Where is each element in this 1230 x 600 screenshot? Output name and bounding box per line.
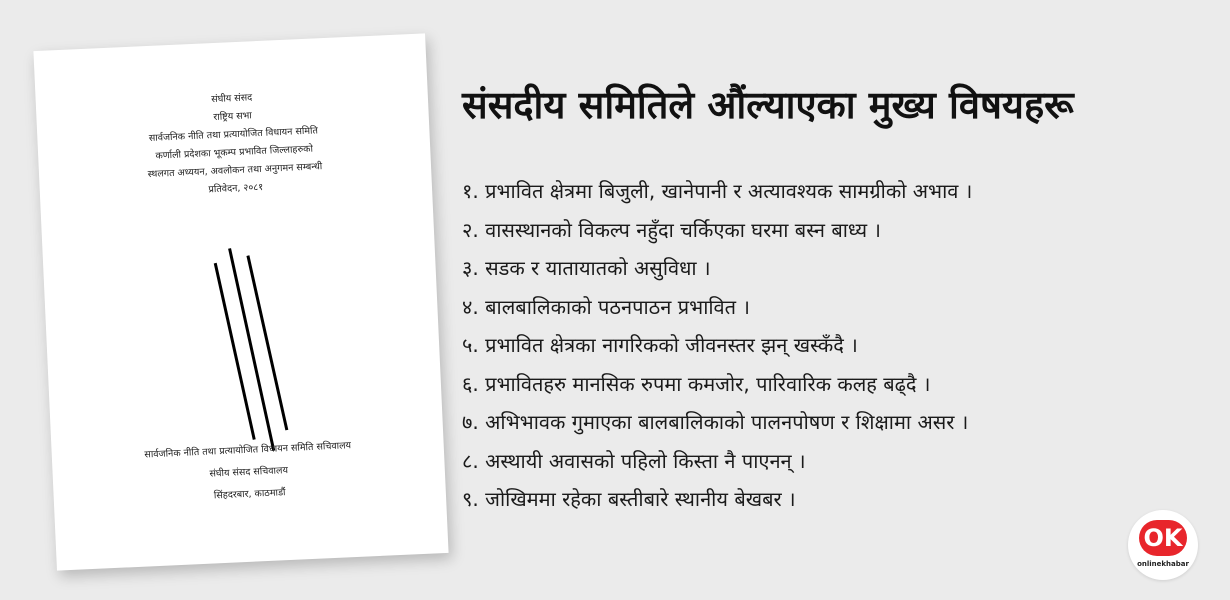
report-footer-line: सिंहदरबार, काठमाडौं [213,487,286,502]
list-item: ४. बालबालिकाको पठनपाठन प्रभावित । [462,294,751,319]
logo-mark: OK [1139,520,1187,556]
report-header-line: संघीय संसद [211,92,253,106]
list-item: ७. अभिभावक गुमाएका बालबालिकाको पालनपोषण र शिक्षामा असर । [462,410,969,434]
list-item: ६. प्रभावितहरु मानसिक रुपमा कमजोर, पारिवारिक कलह बढ्दै । [462,371,931,396]
report-header-line: राष्ट्रिय सभा [213,110,253,124]
cover-line [248,254,287,431]
cover-line [215,262,254,441]
page-title: संसदीय समितिले औंल्याएका मुख्य विषयहरू [462,83,1074,127]
logo-wordmark: onlinekhabar [1137,560,1189,568]
list-item: ८. अस्थायी अवासको पहिलो किस्ता नै पाएनन् । [462,448,806,473]
report-page [33,33,448,570]
report-header-line: प्रतिवेदन, २०८१ [208,181,264,196]
list-item: १. प्रभावित क्षेत्रमा बिजुली, खानेपानी र अत्यावश्यक सामग्रीको अभाव । [462,179,973,203]
list-item: ९. जोखिममा रहेका बस्तीबारे स्थानीय बेखबर । [462,487,796,511]
list-item: ५. प्रभावित क्षेत्रका नागरिकको जीवनस्तर झन् खस्कँदै । [462,333,858,357]
list-item: ३. सडक र यातायातको असुविधा । [462,256,711,280]
onlinekhabar-logo [1128,510,1198,580]
issues-list [462,174,972,521]
report-header-line: सार्वजनिक नीति तथा प्रत्यायोजित विधायन समिति [148,125,319,145]
report-footer-line: संघीय संसद सचिवालय [209,465,289,480]
report-footer-line: सार्वजनिक नीति तथा प्रत्यायोजित विधायन समिति सचिवालय [144,440,352,461]
report-header-line: कर्णाली प्रदेशका भूकम्प प्रभावित जिल्लाहरुको [155,143,314,162]
report-header-line: स्थलगत अध्ययन, अवलोकन तथा अनुगमन सम्बन्धी [147,161,323,181]
report-cover [33,33,448,570]
list-item: २. वासस्थानको विकल्प नहुँदा चर्किएका घरमा बस्न बाध्य । [462,217,881,242]
